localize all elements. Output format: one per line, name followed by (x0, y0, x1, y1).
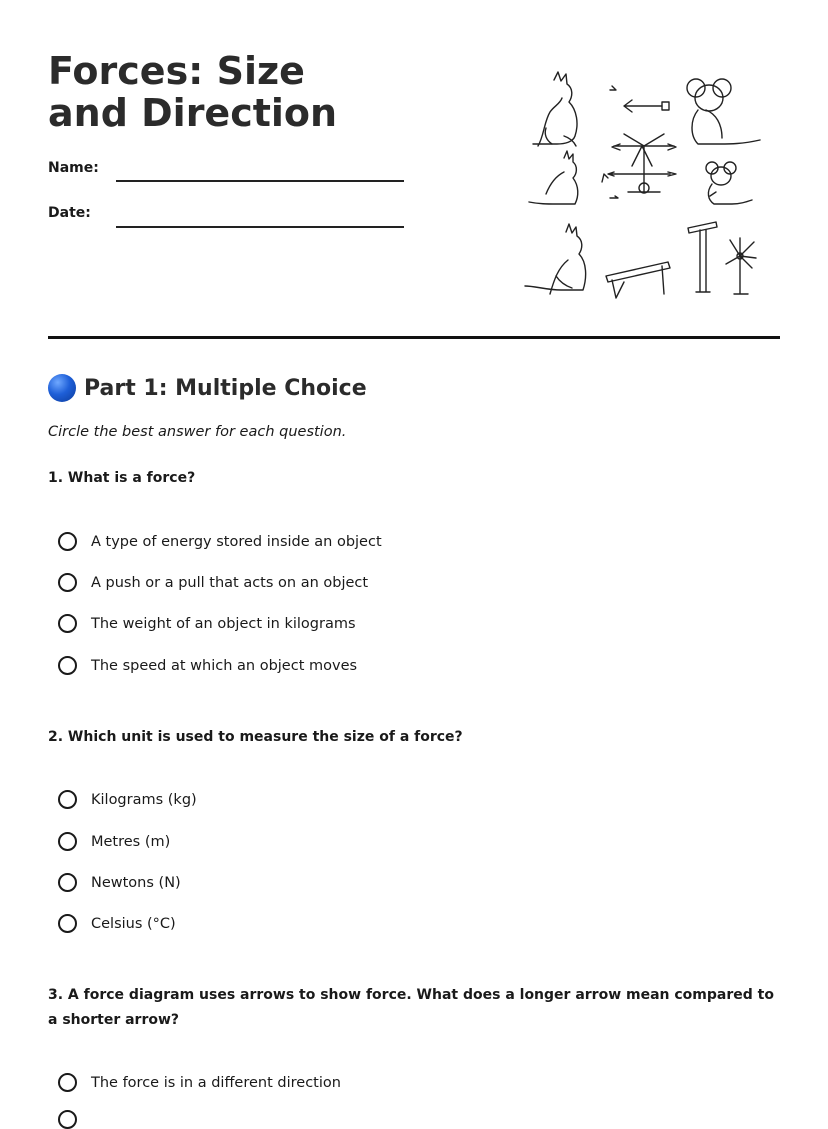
q2-option-1[interactable] (58, 790, 197, 809)
forces-animals-illustration (516, 66, 766, 300)
small-koala-icon (706, 162, 752, 204)
q2-option-4[interactable] (58, 914, 176, 933)
option-label: Kilograms (kg) (91, 791, 197, 808)
arrow-left-icon (610, 86, 669, 112)
question-1: 1. What is a force? (48, 470, 196, 486)
q3-option-1[interactable] (58, 1073, 341, 1092)
radio-circle-icon[interactable] (58, 873, 77, 892)
ramp-icon (606, 262, 670, 298)
windmill-icon (726, 238, 756, 294)
option-label: A push or a pull that acts on an object (91, 574, 369, 591)
radio-circle-icon[interactable] (58, 656, 77, 675)
q1-option-3[interactable] (58, 614, 356, 633)
radio-circle-icon[interactable] (58, 573, 77, 592)
option-label: The force is in a different direction (91, 1074, 341, 1091)
option-label: The weight of an object in kilograms (91, 615, 356, 632)
option-label: The speed at which an object moves (91, 657, 358, 674)
q2-option-2[interactable] (58, 832, 170, 851)
q1-option-2[interactable] (58, 573, 368, 592)
instructions: Circle the best answer for each question. (48, 424, 347, 440)
large-kangaroo-icon (525, 224, 586, 294)
part1-heading (48, 374, 367, 402)
radio-circle-icon[interactable] (58, 832, 77, 851)
part1-heading-text: Part 1: Multiple Choice (84, 375, 367, 401)
option-label: Metres (m) (91, 833, 171, 850)
name-line[interactable] (116, 180, 404, 182)
radio-circle-icon[interactable] (58, 614, 77, 633)
option-label: Newtons (N) (91, 874, 181, 891)
radio-circle-icon[interactable] (58, 1073, 77, 1092)
question-3: 3. A force diagram uses arrows to show force. What does a longer arrow mean compared to a shorter arrow? (48, 987, 774, 1028)
koala-icon (687, 79, 760, 144)
radio-circle-icon[interactable] (58, 532, 77, 551)
question-2: 2. Which unit is used to measure the size of a force? (48, 729, 463, 745)
radio-circle-icon[interactable] (58, 914, 77, 933)
q1-option-1[interactable] (58, 532, 382, 551)
q3-option-2-partial[interactable] (58, 1110, 91, 1129)
radio-circle-icon[interactable] (58, 790, 77, 809)
option-label: A type of energy stored inside an object (91, 533, 382, 550)
hammer-icon (688, 222, 717, 292)
small-kangaroo-icon (529, 151, 578, 204)
date-line[interactable] (116, 226, 404, 228)
kangaroo-icon (533, 72, 577, 146)
worksheet-title: Forces: Size and Direction (48, 49, 338, 135)
date-label: Date: (48, 205, 91, 221)
q1-option-4[interactable] (58, 656, 357, 675)
radio-circle-icon[interactable] (58, 1110, 77, 1129)
balance-icon (602, 134, 676, 198)
option-label: Celsius (°C) (91, 915, 176, 932)
section-divider (48, 336, 780, 339)
blue-circle-icon (48, 374, 76, 402)
q2-option-3[interactable] (58, 873, 181, 892)
name-label: Name: (48, 160, 99, 176)
